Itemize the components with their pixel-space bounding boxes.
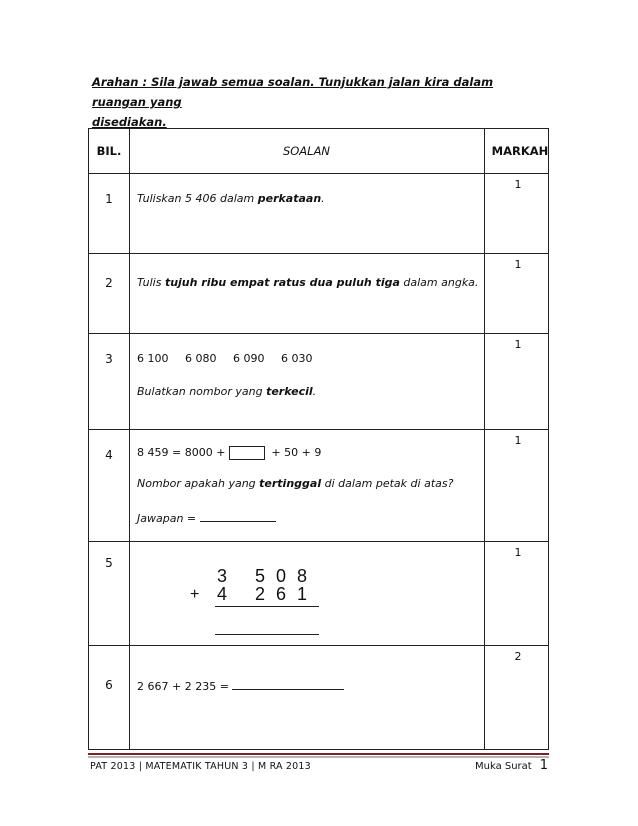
instructions-line-2: disediakan. <box>92 115 167 129</box>
mark-value: 2 <box>514 650 522 663</box>
number-option[interactable]: 6 030 <box>281 352 313 365</box>
footer-rule-dark <box>88 753 549 755</box>
answer-blank[interactable] <box>200 510 276 522</box>
table-row <box>89 541 548 645</box>
mark-value: 1 <box>514 258 522 271</box>
digit: 6 <box>276 584 287 604</box>
digit: 4 <box>217 584 228 604</box>
question-text: Tulis tujuh ribu empat ratus dua puluh tiga dalam angka. <box>137 276 479 289</box>
table-row <box>89 429 548 541</box>
table-row <box>89 333 548 429</box>
missing-number-box[interactable] <box>229 446 265 460</box>
instructions-line-1: Arahan : Sila jawab semua soalan. Tunjukkan jalan kira dalam ruangan yang <box>92 75 494 109</box>
number-option[interactable]: 6 100 <box>137 352 169 365</box>
sum-top-line <box>215 606 319 607</box>
sum-answer-line[interactable] <box>215 634 319 635</box>
answer-blank[interactable] <box>232 678 344 690</box>
digit: 2 <box>255 584 266 604</box>
equation: 8 459 = 8000 + + 50 + 9 <box>137 446 322 459</box>
header-soalan: SOALAN <box>282 144 331 158</box>
question-number: 1 <box>105 192 113 206</box>
question-text: Tuliskan 5 406 dalam perkataan. <box>137 192 325 205</box>
question-number: 3 <box>105 352 113 366</box>
digit: 5 <box>255 566 266 586</box>
digit: 1 <box>297 584 308 604</box>
number-option[interactable]: 6 080 <box>185 352 217 365</box>
page-label: Muka Surat <box>474 761 532 772</box>
table-header-row <box>89 129 548 173</box>
question-table <box>88 128 549 750</box>
footer-page <box>475 758 548 773</box>
instructions <box>92 72 542 132</box>
footer-left-text: PAT 2013 | MATEMATIK TAHUN 3 | M RA 2013 <box>90 761 311 772</box>
digit: 0 <box>276 566 287 586</box>
table-row <box>89 253 548 333</box>
table-row <box>89 645 548 749</box>
question-number: 6 <box>105 678 113 692</box>
question-number: 5 <box>105 556 113 570</box>
header-bil: BIL. <box>96 144 122 158</box>
page-number: 1 <box>539 758 548 773</box>
digit: 8 <box>297 566 308 586</box>
mark-value: 1 <box>514 338 522 351</box>
mark-value: 1 <box>514 546 522 559</box>
expression: 2 667 + 2 235 = <box>137 678 344 693</box>
plus-sign: + <box>190 586 200 603</box>
mark-value: 1 <box>514 434 522 447</box>
digit: 3 <box>217 566 228 586</box>
question-text: Bulatkan nombor yang terkecil. <box>137 385 317 398</box>
table-row <box>89 173 548 253</box>
question-number: 4 <box>105 448 113 462</box>
mark-value: 1 <box>514 178 522 191</box>
question-number: 2 <box>105 276 113 290</box>
header-markah: MARKAH <box>491 144 549 158</box>
number-option[interactable]: 6 090 <box>233 352 265 365</box>
question-text: Nombor apakah yang tertinggal di dalam petak di atas? <box>137 477 454 490</box>
answer-line: Jawapan = <box>137 510 276 525</box>
